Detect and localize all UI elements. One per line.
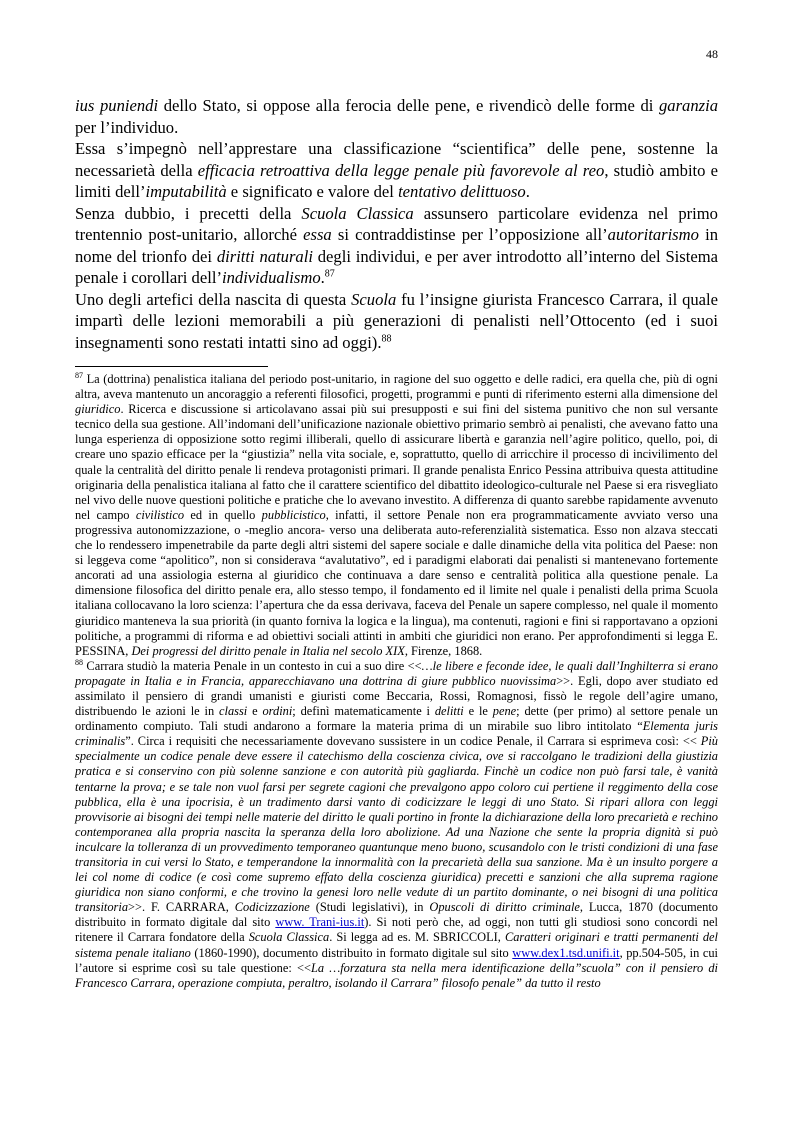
footnote-divider bbox=[75, 366, 268, 367]
unifi-link[interactable]: www.dex1.tsd.unifi.it bbox=[512, 945, 620, 960]
paragraph-1: ius puniendi dello Stato, si oppose alla ferocia delle pene, e rivendicò delle forme di garanzia per l’individuo. bbox=[75, 96, 718, 137]
footnotes bbox=[75, 372, 718, 991]
paragraph-2: Essa s’impegnò nell’apprestare una classificazione “scientifica” delle pene, sostenne la necessarietà della efficacia retroattiva della legge penale più favorevole al reo, studiò ambito e limiti dell’imputabilità e significato e valore del tentativo delittuoso. bbox=[75, 139, 718, 201]
footnote-number: 88 bbox=[75, 657, 83, 667]
trani-ius-link[interactable]: www. Trani-ius.it bbox=[275, 915, 365, 930]
paragraph-3: Senza dubbio, i precetti della Scuola Classica assunsero particolare evidenza nel primo trentennio post-unitario, allorché essa si contraddistinse per l’opposizione all’autoritarismo in nome del trionfo dei diritti naturali degli individui, e per aver introdotto all’interno del Sistema penale i corollari dell’individualismo.$^{87}$ bbox=[75, 203, 719, 287]
footnote-ref-88[interactable]: 88 bbox=[381, 332, 392, 344]
footnote-88: $^{88}$ Carrara studiò la materia Penale in un contesto in cui a suo dire <<…le libere e feconde idee, le quali dall’Inghilterra si erano propagate in Italia e in Francia, apparecchiavano una dottrina di giure pubblico nuovissima>>. Egli, dopo aver studiato ed assimilato il pensiero di grandi umanisti e giuristi come Beccaria, Rossi, Romagnosi, fissò le regole dell’agire umano, distribuendo le azioni le in classi e ordini; definì matematicamente i delitti e le pene; dette (per primo) al settore penale un ordinamento compiuto. Tali studi andarono a formare la materia prima di un mirabile suo libro intitolato “Elementa juris criminalis”. Circa i requisiti che necessariamente dovevano sussistere in un codice Penale, il Carrara si esprimeva così: << Più specialmente un codice penale deve essere il catechismo della coscienza civica, ove si raccolgano le tradizioni della giustizia pratica e si conservino con più solenne sanzione e con autorità più gagliarda. Finchè un codice non può farsi tale, è vanità tentarne la prova; e se tale non vuol farsi per segrete cagioni che prevalgono appo coloro cui pertiene il reggimento della cose pubblica, ella è una ipocrisia, è un tradimento darsi vanto di codicizzare le leggi di uno Stato. Si ripari allora con leggi provvisorie ai bisogni dei tempi nelle materie del diritto le quali portino in fronte la dichiarazione della loro precarietà e rechino contemporanea alla propria nascita la speranza della loro abolizione. Ad una Nazione che sente la propria dignità si può inculcare la tolleranza di un provvedimento temporaneo quantunque meno buono, scusandolo con le tristi condizioni di una fase transitoria in cui versi lo Stato, e temperandone la innormalità con la precarietà della sua sanzione. Ma è un insulto porgere a lei col nome di codice (e così come supremo effato della coscienza giuridica) precetti e sanzioni che alla suprema ragione giuridica non siano conformi, e che trovino la genesi loro nelle vedute di un partito dominante, o nei bisogni di una politica transitoria>>. F. CARRARA, Codicizzazione (Studi legislativi), in Opuscoli di diritto criminale, Lucca, 1870 (documento distribuito in formato digitale dal sito www. Trani-ius.it). Si noti però che, ad oggi, non tutti gli studiosi sono concordi nel ritenere il Carrara fondatore della Scuola Classica. Si legga ad es. M. SBRICCOLI, Caratteri originari e tratti permanenti del sistema penale italiano (1860-1990), documento distribuito in formato digitale sul sito www.dex1.tsd.unifi.it, pp.504-505, in cui l’autore si esprime così su tale questione: <<La …forzatura sta nella mera identificazione della”scuola” con il pensiero di Francesco Carrara, operazione compiuta, peraltro, isolando il Carrara” filosofo penale” da tutto il resto bbox=[75, 657, 719, 990]
page-number: 48 bbox=[706, 47, 718, 61]
footnote-number: 87 bbox=[75, 370, 83, 380]
footnote-ref-87[interactable]: 87 bbox=[324, 268, 335, 280]
body-text bbox=[75, 95, 718, 353]
paragraph-4: Uno degli artefici della nascita di questa Scuola fu l’insigne giurista Francesco Carrara, il quale impartì delle lezioni memorabili a più generazioni di penalisti nell’Ottocento (ed i suoi insegnamenti sono restati intatti sino ad oggi).$^{88}$ bbox=[75, 289, 719, 352]
footnote-87: $^{87}$ La (dottrina) penalistica italiana del periodo post-unitario, in ragione del suo oggetto e delle radici, era quella che, più di ogni altra, aveva mantenuto un ancoraggio a referenti filosofici, progetti, programmi e punti di riferimento esterni alla dimensione del giuridico. Ricerca e discussione si articolavano assai più sui presupposti e sui fini del sistema punitivo che non sul versante tecnico della sua gestione. All’indomani dell’unificazione nazionale obiettivo primario sembrò ai penalisti, che avevano fatto una lunga esperienza di opposizione sotto regimi illiberali, quello di assicurare libertà e garanzia nell’agire politico, quello, poi, di creare uno spazio efficace per la “giustizia” nella vita sociale, e, soprattutto, quello di arricchire il processo di incivilimento del quale la centralità del diritto penale li rendeva protagonisti primari. Il grande penalista Enrico Pessina attribuiva questa attitudine originaria della penalistica italiana al fatto che il carattere scientifico del dibattito ideologico-culturale nel Paese si era risvegliato nel vivo delle nuove questioni politiche e pratiche che lo avevano investito. A differenza di quanto sarebbe rapidamente avvenuto nel campo civilistico ed in quello pubblicistico, infatti, il settore Penale non era programmaticamente avviato verso una progressiva autonomizzazione, o -meglio ancora- verso una deliberata auto-referenzialità sistematica. Esso non alzava steccati che lo rendessero impenetrabile da parte degli altri sistemi del sapere sociale e dalle dinamiche della vita politica del Paese: non si leggeva come “apolitico”, non si considerava “avalutativo”, ed i paradigmi elaborati dai penalisti si mantenevano fortemente ancorati ad una assiologia esterna al giuridico che continuava a dare senso e centralità politica alla questione penale. La dimensione filosofica del diritto penale era, allo stesso tempo, il fondamento ed il limite nel quale i penalisti della prima Scuola italiana collocavano la loro scienza: l’apertura che da essa derivava, faceva del Penale un sapere complesso, nel quale il momento giuridico manteneva la sua priorità (in quanto forniva la logica e la lingua), ma contenuti, ragioni e fini si rapportavano a opzioni politiche, a programmi di riforma e ad obiettivi sociali attinti in ambiti che giuridici non erano. Per approfondimenti si legga E. PESSINA, Dei progressi del diritto penale in Italia nel secolo XIX, Firenze, 1868. bbox=[75, 370, 719, 658]
